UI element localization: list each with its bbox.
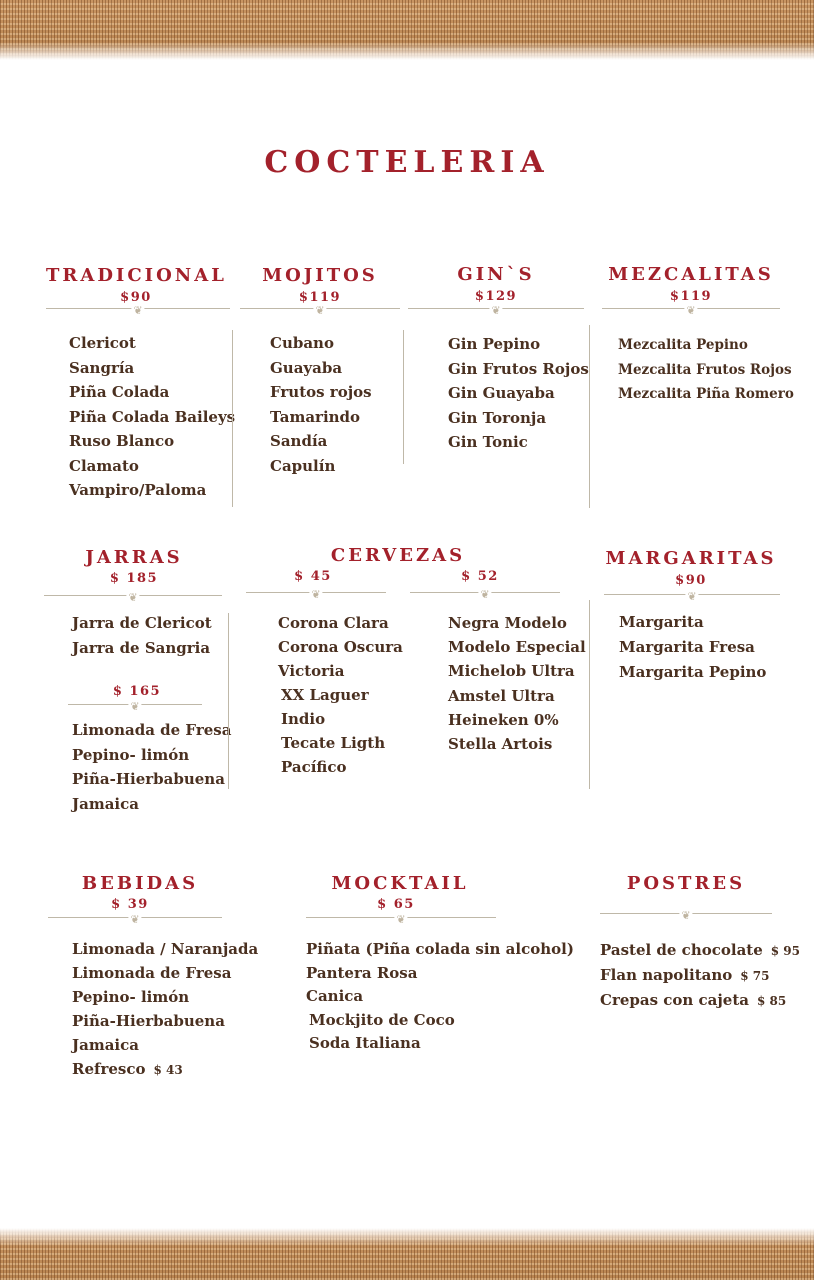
menu-item: Piña Colada <box>69 383 170 401</box>
section-price-tradicional: $90 <box>120 290 152 305</box>
menu-item: Pantera Rosa <box>306 963 418 982</box>
menu-item: Guayaba <box>270 358 343 377</box>
section-price-jarras: $ 185 <box>109 571 159 586</box>
menu-item: Ruso Blanco <box>69 432 175 450</box>
menu-item: Corona Clara <box>278 614 389 632</box>
column-divider <box>589 600 590 789</box>
section-price-mocktail: $ 65 <box>377 897 415 912</box>
menu-item: Stella Artois <box>448 735 553 754</box>
item-list-postres <box>600 938 800 1013</box>
item-list-margaritas <box>619 610 766 685</box>
item-sublist-jarras <box>72 718 231 816</box>
menu-item: Pepino- limón <box>72 988 190 1006</box>
menu-item: Corona Oscura <box>278 638 403 656</box>
divider-ornament: ❦ <box>602 306 780 318</box>
burlap-top-border <box>0 0 814 60</box>
menu-item: Indio <box>281 710 326 728</box>
menu-item: Gin Pepino <box>448 335 541 353</box>
menu-item: Mezcalita Frutos Rojos <box>618 361 792 378</box>
item-list-mocktail <box>306 938 574 1056</box>
divider-ornament: ❦ <box>46 306 230 318</box>
column-divider <box>403 330 404 464</box>
column-divider <box>228 613 229 789</box>
item-name: Refresco <box>72 1060 146 1078</box>
menu-item: Gin Toronja <box>448 408 547 427</box>
section-title-margaritas: MARGARITAS <box>605 548 777 569</box>
menu-item: Canica <box>306 987 364 1005</box>
menu-item: Jarra de Clericot <box>72 614 212 632</box>
item-list-jarras <box>72 611 212 660</box>
menu-item: Jarra de Sangria <box>72 638 211 657</box>
menu-item: Heineken 0% <box>448 710 559 729</box>
menu-item: Frutos rojos <box>270 383 372 401</box>
menu-item: Sandía <box>270 432 328 450</box>
item-price: $ 43 <box>153 1063 183 1077</box>
menu-item: Pacífico <box>281 758 347 776</box>
section-title-postres: POSTRES <box>626 873 746 894</box>
section-title-jarras: JARRAS <box>85 547 183 568</box>
menu-item: Jamaica <box>72 794 139 813</box>
menu-item: Cubano <box>270 334 334 352</box>
item-list-cervezas-a <box>278 611 403 779</box>
item-name: Flan napolitano <box>600 966 733 984</box>
menu-item: Margarita Fresa <box>619 638 755 656</box>
divider-ornament: ❦ <box>408 306 584 318</box>
menu-item: Modelo Especial <box>448 638 586 657</box>
menu-item: Piña Colada Baileys <box>69 407 236 426</box>
divider-ornament: ❦ <box>604 592 780 604</box>
menu-item: Jamaica <box>72 1036 139 1054</box>
menu-item: Tamarindo <box>270 407 361 426</box>
menu-item: Tecate Ligth <box>281 734 386 752</box>
menu-item: Mezcalita Piña Romero <box>618 386 794 402</box>
item-price: $ 95 <box>770 944 800 958</box>
menu-item: Pepino- limón <box>72 745 190 764</box>
menu-item <box>600 963 800 988</box>
item-name: Pastel de chocolate <box>600 941 763 959</box>
item-name: Crepas con cajeta <box>600 991 749 1009</box>
divider-ornament: ❦ <box>600 911 772 923</box>
menu-item: Gin Frutos Rojos <box>448 359 589 378</box>
item-list-tradicional <box>69 331 235 503</box>
item-list-bebidas <box>72 937 258 1082</box>
menu-item: Amstel Ultra <box>448 686 555 705</box>
section-title-mojitos: MOJITOS <box>262 265 378 286</box>
column-divider <box>589 325 590 508</box>
menu-item <box>600 938 800 963</box>
menu-item: Piñata (Piña colada sin alcohol) <box>306 940 574 958</box>
menu-item: Mockjito de Coco <box>309 1010 455 1029</box>
section-title-bebidas: BEBIDAS <box>81 873 199 894</box>
menu-item: Clamato <box>69 456 139 475</box>
burlap-bottom-border <box>0 1228 814 1280</box>
section-title-gins: GIN`S <box>457 264 535 285</box>
item-price: $ 75 <box>740 969 770 983</box>
menu-item: Victoria <box>278 662 345 680</box>
section-price-mojitos: $119 <box>298 290 342 305</box>
section-price-bebidas: $ 39 <box>111 897 149 912</box>
menu-item-refresco <box>72 1057 258 1082</box>
menu-item: Vampiro/Paloma <box>69 481 207 499</box>
section-price-cervezas-a: $ 45 <box>294 569 332 584</box>
page-title: COCTELERIA <box>264 145 550 180</box>
menu-item: Mezcalita Pepino <box>618 337 748 353</box>
section-price-margaritas: $90 <box>675 573 707 588</box>
menu-item: Limonada / Naranjada <box>72 940 259 958</box>
divider-ornament: ❦ <box>246 590 386 602</box>
menu-item: Limonada de Fresa <box>72 721 232 739</box>
section-price-mezcalitas: $119 <box>669 289 713 304</box>
item-list-cervezas-b <box>448 611 586 756</box>
section-title-cervezas: CERVEZAS <box>330 545 466 566</box>
divider-ornament: ❦ <box>48 915 222 927</box>
menu-item: Clericot <box>69 334 136 352</box>
menu-item: Gin Guayaba <box>448 384 555 402</box>
divider-ornament: ❦ <box>306 915 496 927</box>
menu-item: Limonada de Fresa <box>72 964 232 982</box>
item-list-mezcalitas <box>618 333 794 407</box>
divider-ornament: ❦ <box>44 593 222 605</box>
divider-ornament: ❦ <box>68 702 202 714</box>
menu-item: Margarita Pepino <box>619 663 767 681</box>
section-title-mocktail: MOCKTAIL <box>331 873 469 894</box>
menu-item: Capulín <box>270 456 336 475</box>
menu-item: Soda Italiana <box>309 1034 421 1052</box>
section-title-tradicional: TRADICIONAL <box>46 265 227 286</box>
item-list-mojitos <box>270 331 372 478</box>
menu-item: Sangría <box>69 358 135 377</box>
menu-item: XX Laguer <box>281 686 369 704</box>
menu-item <box>600 988 800 1013</box>
section-subprice-jarras: $ 165 <box>112 684 162 699</box>
section-title-mezcalitas: MEZCALITAS <box>608 264 774 285</box>
menu-item: Piña-Hierbabuena <box>72 770 225 788</box>
section-price-gins: $129 <box>474 289 518 304</box>
menu-item: Gin Tonic <box>448 433 528 451</box>
menu-item: Margarita <box>619 613 704 631</box>
divider-ornament: ❦ <box>240 306 400 318</box>
section-price-cervezas-b: $ 52 <box>461 569 499 584</box>
item-price: $ 85 <box>757 994 787 1008</box>
menu-item: Piña-Hierbabuena <box>72 1012 225 1030</box>
menu-item: Michelob Ultra <box>448 662 575 681</box>
item-list-gins <box>448 332 589 455</box>
menu-item: Negra Modelo <box>448 614 567 632</box>
divider-ornament: ❦ <box>410 590 560 602</box>
column-divider <box>232 330 233 507</box>
